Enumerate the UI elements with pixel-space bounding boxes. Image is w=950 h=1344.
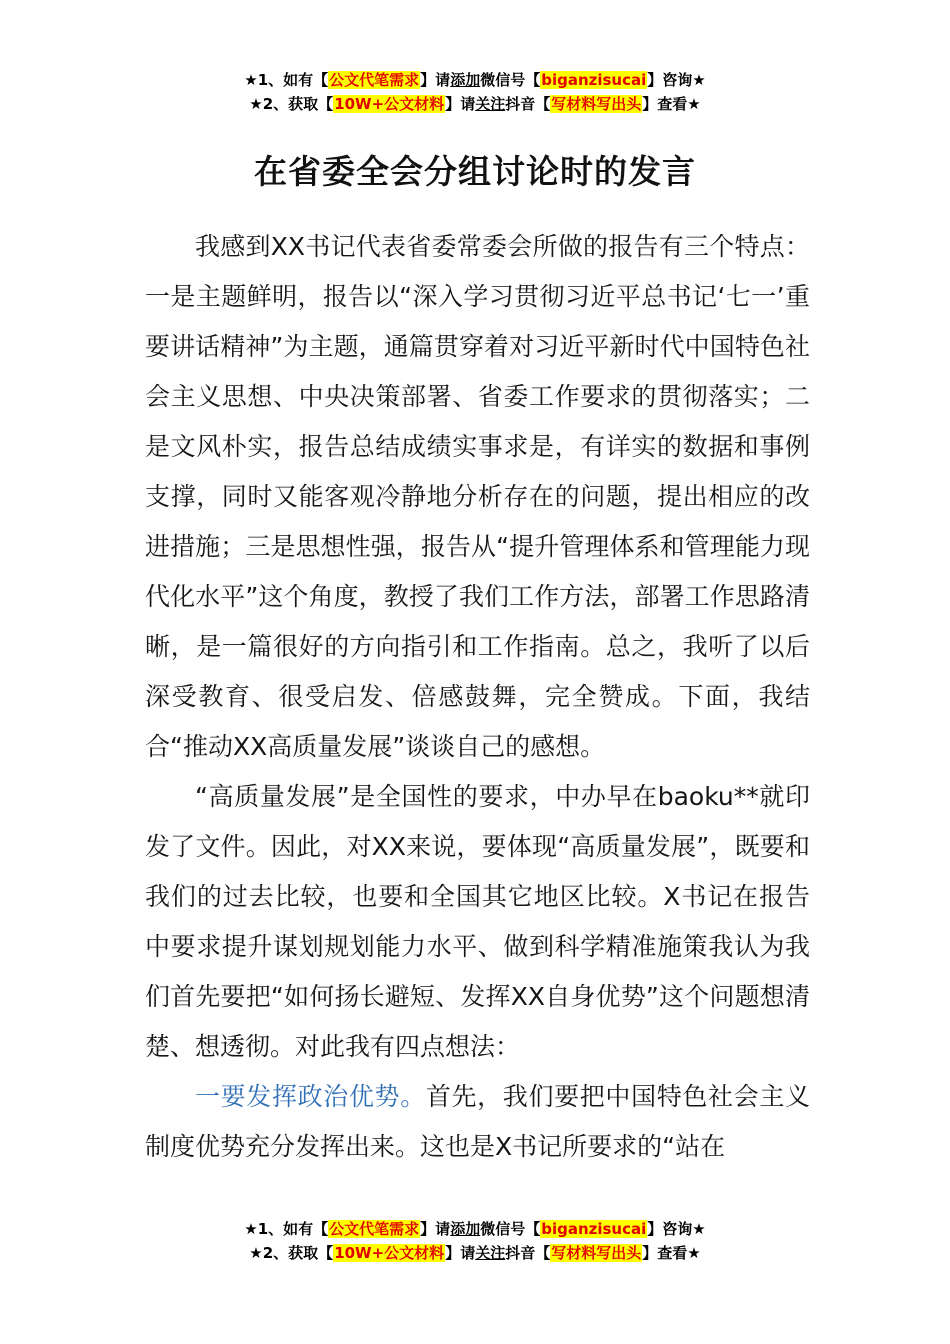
footer-banner-line-2: ★2、获取【10W+公文材料】请关注抖音【写材料写出头】查看★ xyxy=(249,1244,701,1262)
header-banner-line-1: ★1、如有【公文代笔需求】请添加微信号【biganzisucai】咨询★ xyxy=(244,71,706,89)
header-banner xyxy=(0,68,950,116)
document-body xyxy=(145,222,810,1172)
section-heading: 一要发挥政治优势。 xyxy=(195,1082,426,1111)
header-banner-line-2: ★2、获取【10W+公文材料】请关注抖音【写材料写出头】查看★ xyxy=(249,95,701,113)
paragraph-text: 首先，我们要把中国特色社会主义制度优势充分发挥出来。这也是X书记所要求的“站在 xyxy=(145,1082,810,1161)
footer-banner xyxy=(0,1217,950,1265)
paragraph-political-advantage xyxy=(145,1072,810,1172)
document-title: 在省委全会分组讨论时的发言 xyxy=(254,152,696,191)
footer-banner-line-1: ★1、如有【公文代笔需求】请添加微信号【biganzisucai】咨询★ xyxy=(244,1220,706,1238)
paragraph-intro: 我感到XX书记代表省委常委会所做的报告有三个特点：一是主题鲜明，报告以“深入学习贯彻习近平总书记‘七一’重要讲话精神”为主题，通篇贯穿着对习近平新时代中国特色社会主义思想、中央决策部署、省委工作要求的贯彻落实；二是文风朴实，报告总结成绩实事求是，有详实的数据和事例支撑，同时又能客观冷静地分析存在的问题，提出相应的改进措施；三是思想性强，报告从“提升管理体系和管理能力现代化水平”这个角度，教授了我们工作方法，部署工作思路清晰，是一篇很好的方向指引和工作指南。总之，我听了以后深受教育、很受启发、倍感鼓舞，完全赞成。下面，我结合“推动XX高质量发展”谈谈自己的感想。 xyxy=(145,232,810,761)
paragraph-high-quality: “高质量发展”是全国性的要求，中办早在baoku**就印发了文件。因此，对XX来说，要体现“高质量发展”，既要和我们的过去比较，也要和全国其它地区比较。X书记在报告中要求提升谋划规划能力水平、做到科学精准施策我认为我们首先要把“如何扬长避短、发挥XX自身优势”这个问题想清楚、想透彻。对此我有四点想法： xyxy=(145,782,810,1061)
